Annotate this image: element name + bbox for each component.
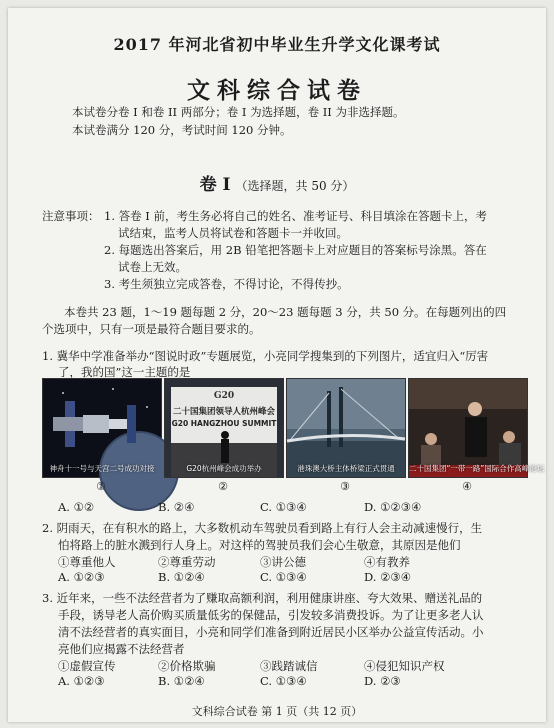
photo-1-number: ①: [96, 480, 106, 493]
photo-spacecraft-docking: [42, 378, 162, 478]
q3-option-c: C. ①③④: [260, 674, 307, 688]
q3-line-1: 3. 近年来，一些不法经营者为了赚取高额利润，利用健康讲座、夸大效果、赠送礼品的: [42, 591, 483, 605]
q1-option-a: A. ①②: [58, 500, 95, 514]
q2-option-b: B. ①②④: [158, 570, 205, 584]
q1-option-b: B. ②④: [158, 500, 195, 514]
main-title: 文科综合试卷: [187, 77, 367, 104]
g20-logo: G20: [213, 391, 235, 401]
instructions-line-2: 个选项中，只有一项是最符合题目要求的。: [42, 322, 261, 336]
exam-page: [8, 8, 546, 722]
q3-choice-2: ②价格欺骗: [158, 659, 216, 673]
exam-title: 2017 年河北省初中毕业生升学文化课考试: [113, 35, 441, 54]
g20-banner-line-2: G20 HANGZHOU SUMMIT: [171, 419, 277, 428]
q3-option-a: A. ①②③: [58, 674, 105, 688]
q2-choice-2: ②尊重劳动: [158, 555, 216, 569]
q3-option-b: B. ①②④: [158, 674, 205, 688]
q3-line-4: 亮他们应揭露不法经营者: [58, 642, 185, 656]
photo-4-caption: 二十国集团“一带一路”国际合作高峰论坛: [409, 464, 545, 473]
instructions-line-1: 本卷共 23 题，1～19 题每题 2 分，20～23 题每题 3 分，共 50 分。在每题列出的四: [64, 305, 507, 319]
section-title: [8, 170, 546, 195]
q2-option-d: D. ②③④: [364, 570, 412, 584]
photo-forum: [408, 378, 545, 478]
q2-line-2: 怕将路上的脏水溅到行人身上。对这样的驾驶员我们会心生敬意，其原因是他们: [58, 538, 461, 552]
q3-option-d: D. ②③: [364, 674, 401, 688]
page-footer: 文科综合试卷 第 1 页（共 12 页）: [191, 705, 363, 718]
q2-choice-4: ④有教养: [364, 555, 410, 569]
photo-3-caption: 港珠澳大桥主体桥梁正式贯通: [297, 464, 395, 473]
q3-line-3: 清不法经营者的真实面目，小亮和同学们准备到附近居民小区举办公益宣传活动。小: [58, 625, 484, 639]
intro-line-1: 本试卷分卷 I 和卷 II 两部分；卷 I 为选择题，卷 II 为非选择题。: [72, 105, 405, 119]
photo-g20-summit: [164, 378, 284, 478]
q2-option-a: A. ①②③: [58, 570, 105, 584]
note-3: 3. 考生须独立完成答卷，不得讨论，不得传抄。: [104, 277, 349, 291]
q1-option-d: D. ①②③④: [364, 500, 422, 514]
q3-choice-1: ①虚假宣传: [58, 659, 116, 673]
q2-option-c: C. ①③④: [260, 570, 307, 584]
q1-line-2: 了，我的国”这一主题的是: [58, 365, 191, 379]
photo-4-number: ④: [462, 480, 472, 493]
photo-bridge: [286, 378, 406, 478]
note-1b: 试结束，监考人员将试卷和答题卡一并收回。: [118, 226, 348, 240]
q1-option-c: C. ①③④: [260, 500, 307, 514]
photo-2-number: ②: [218, 480, 228, 493]
photo-2-caption: G20杭州峰会成功举办: [186, 464, 262, 473]
note-1a: 1. 答卷 I 前，考生务必将自己的姓名、准考证号、科目填涂在答题卡上，考: [104, 209, 487, 223]
q1-line-1: 1. 冀华中学准备举办“图说时政”专题展览，小亮同学搜集到的下列图片，适宜归入“厉害: [42, 349, 489, 363]
q3-line-2: 手段，诱导老人高价购买质量低劣的保健品，引发较多消费投诉。为了让更多老人认: [58, 608, 484, 622]
intro-line-2: 本试卷满分 120 分，考试时间 120 分钟。: [72, 123, 292, 137]
q2-choice-3: ③讲公德: [260, 555, 306, 569]
section-subtitle: （选择题，共 50 分）: [235, 179, 355, 193]
photo-3-number: ③: [340, 480, 350, 493]
note-2a: 2. 每题选出答案后，用 2B 铅笔把答题卡上对应题目的答案标号涂黑。答在: [104, 243, 487, 257]
g20-banner-line-1: 二十国集团领导人杭州峰会: [172, 407, 275, 417]
q3-choice-4: ④侵犯知识产权: [364, 659, 445, 673]
q2-line-1: 2. 阴雨天，在有积水的路上，大多数机动车驾驶员看到路上有行人会主动减速慢行，生: [42, 521, 483, 535]
section-name: 卷 I: [199, 175, 231, 195]
photo-1-caption: 神舟十一号与天宫二号成功对接: [49, 464, 155, 473]
notes-label: 注意事项：: [42, 209, 100, 223]
note-2b: 试卷上无效。: [118, 260, 187, 274]
q2-choice-1: ①尊重他人: [58, 555, 116, 569]
q3-choice-3: ③践踏诚信: [260, 659, 318, 673]
